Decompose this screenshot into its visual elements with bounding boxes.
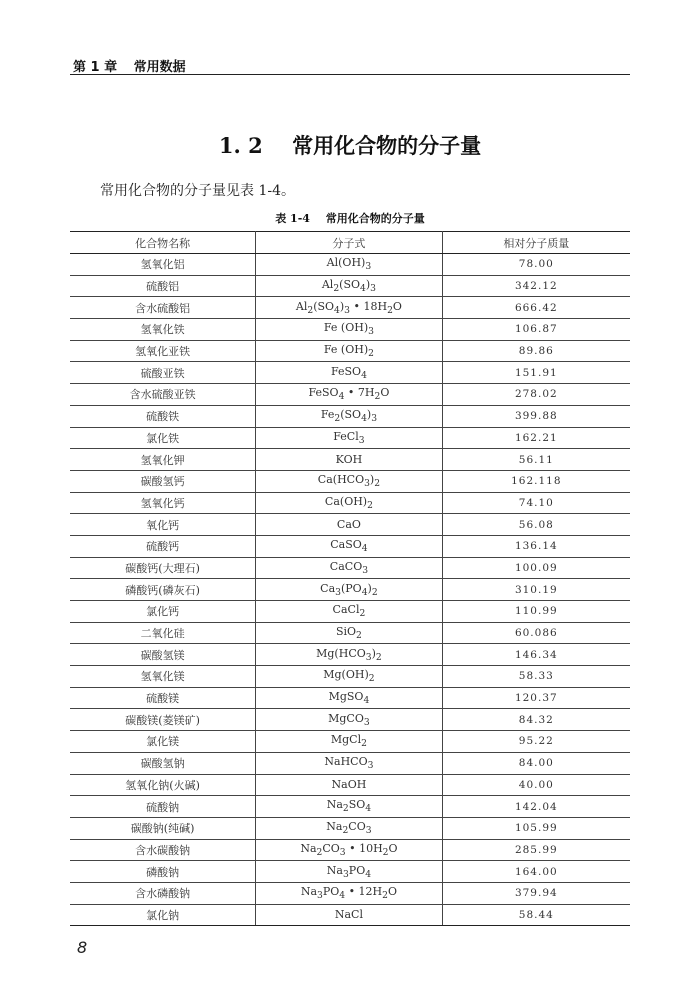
- formula-cell: CaSO$_4$: [256, 535, 442, 557]
- compound-name-cell: 碳酸氢钙: [70, 470, 256, 492]
- compound-name-cell: 硫酸亚铁: [70, 362, 256, 384]
- molecular-mass-cell: 151.91: [442, 362, 630, 384]
- section-title-text: 常用化合物的分子量: [292, 134, 482, 158]
- molecular-mass-cell: 74.10: [442, 492, 630, 514]
- molecular-mass-cell: 142.04: [442, 796, 630, 818]
- table-caption: [0, 210, 700, 226]
- formula-cell: Fe $(OH)_3$: [256, 319, 442, 341]
- molecular-mass-cell: 100.09: [442, 557, 630, 579]
- table-row: [70, 535, 630, 557]
- table-row: [70, 817, 630, 839]
- formula-cell: $Ca_3(PO_4)_2$: [256, 579, 442, 601]
- molecular-mass-cell: 95.22: [442, 731, 630, 753]
- molecular-mass-cell: 399.88: [442, 405, 630, 427]
- compound-name-cell: 氯化铁: [70, 427, 256, 449]
- molecular-mass-cell: 146.34: [442, 644, 630, 666]
- header-rule: [70, 74, 630, 75]
- table-caption-number: 表 1-4: [275, 212, 310, 225]
- formula-cell: $Al_2(SO_4)_3$: [256, 275, 442, 297]
- table-row: [70, 601, 630, 623]
- table-row: [70, 666, 630, 688]
- column-header-formula: 分子式: [256, 232, 442, 254]
- compound-name-cell: 磷酸钙(磷灰石): [70, 579, 256, 601]
- table-row: [70, 427, 630, 449]
- molecular-mass-cell: 120.37: [442, 687, 630, 709]
- table-row: [70, 796, 630, 818]
- compound-name-cell: 碳酸氢钠: [70, 752, 256, 774]
- formula-cell: FeSO$_4$: [256, 362, 442, 384]
- compound-name-cell: 磷酸钠: [70, 861, 256, 883]
- formula-cell: MgCl$_2$: [256, 731, 442, 753]
- table-body: [70, 254, 630, 926]
- compound-name-cell: 氧化钙: [70, 514, 256, 536]
- table-row: [70, 774, 630, 796]
- molecular-mass-cell: 379.94: [442, 882, 630, 904]
- molecular-weight-table: [70, 231, 630, 926]
- table-row: [70, 622, 630, 644]
- formula-cell: Fe $(OH)_2$: [256, 340, 442, 362]
- formula-cell: $Na_2SO_4$: [256, 796, 442, 818]
- formula-cell: NaCl: [256, 904, 442, 926]
- formula-cell: SiO$_2$: [256, 622, 442, 644]
- compound-name-cell: 氢氧化亚铁: [70, 340, 256, 362]
- formula-cell: CaCl$_2$: [256, 601, 442, 623]
- molecular-mass-cell: 58.33: [442, 666, 630, 688]
- table-row: [70, 687, 630, 709]
- table-row: [70, 644, 630, 666]
- formula-cell: MgSO$_4$: [256, 687, 442, 709]
- table-row: [70, 449, 630, 471]
- compound-name-cell: 含水硫酸亚铁: [70, 384, 256, 406]
- table-row: [70, 470, 630, 492]
- table-row: [70, 709, 630, 731]
- table-row: [70, 514, 630, 536]
- formula-cell: $Ca(HCO_3)_2$: [256, 470, 442, 492]
- compound-name-cell: 硫酸镁: [70, 687, 256, 709]
- molecular-mass-cell: 106.87: [442, 319, 630, 341]
- molecular-mass-cell: 164.00: [442, 861, 630, 883]
- molecular-mass-cell: 58.44: [442, 904, 630, 926]
- molecular-mass-cell: 110.99: [442, 601, 630, 623]
- molecular-mass-cell: 56.11: [442, 449, 630, 471]
- table-row: [70, 557, 630, 579]
- section-number: 1. 2: [218, 133, 263, 158]
- molecular-mass-cell: 56.08: [442, 514, 630, 536]
- table-row: [70, 297, 630, 319]
- compound-name-cell: 硫酸铝: [70, 275, 256, 297]
- formula-cell: $Ca(OH)_2$: [256, 492, 442, 514]
- table-row: [70, 254, 630, 276]
- formula-cell: MgCO$_3$: [256, 709, 442, 731]
- formula-cell: $Fe_2(SO_4)_3$: [256, 405, 442, 427]
- compound-name-cell: 含水硫酸铝: [70, 297, 256, 319]
- molecular-mass-cell: 285.99: [442, 839, 630, 861]
- compound-name-cell: 氯化钠: [70, 904, 256, 926]
- section-title: [0, 130, 700, 160]
- formula-cell: $Mg(HCO_3)_2$: [256, 644, 442, 666]
- compound-name-cell: 含水磷酸钠: [70, 882, 256, 904]
- table-row: [70, 340, 630, 362]
- formula-cell: NaOH: [256, 774, 442, 796]
- table-header-row: [70, 232, 630, 254]
- table-row: [70, 904, 630, 926]
- page-number: 8: [77, 938, 88, 957]
- table-row: [70, 731, 630, 753]
- table-row: [70, 362, 630, 384]
- chapter-label: 第 1 章: [73, 60, 118, 75]
- compound-name-cell: 含水碳酸钠: [70, 839, 256, 861]
- table-row: [70, 275, 630, 297]
- molecular-mass-cell: 310.19: [442, 579, 630, 601]
- compound-name-cell: 氢氧化钾: [70, 449, 256, 471]
- formula-cell: $Na_2CO_3$: [256, 817, 442, 839]
- compound-name-cell: 碳酸钙(大理石): [70, 557, 256, 579]
- table-row: [70, 882, 630, 904]
- formula-cell: $Na_3PO_4$ • $12H_2O$: [256, 882, 442, 904]
- molecular-mass-cell: 40.00: [442, 774, 630, 796]
- formula-cell: $Al(OH)_3$: [256, 254, 442, 276]
- table-row: [70, 579, 630, 601]
- molecular-mass-cell: 84.32: [442, 709, 630, 731]
- molecular-mass-cell: 105.99: [442, 817, 630, 839]
- formula-cell: CaO: [256, 514, 442, 536]
- table-row: [70, 839, 630, 861]
- table-row: [70, 861, 630, 883]
- table-row: [70, 319, 630, 341]
- compound-name-cell: 氢氧化镁: [70, 666, 256, 688]
- molecular-mass-cell: 60.086: [442, 622, 630, 644]
- molecular-mass-cell: 89.86: [442, 340, 630, 362]
- compound-name-cell: 硫酸钙: [70, 535, 256, 557]
- table-row: [70, 492, 630, 514]
- compound-name-cell: 硫酸钠: [70, 796, 256, 818]
- molecular-mass-cell: 84.00: [442, 752, 630, 774]
- molecular-mass-cell: 78.00: [442, 254, 630, 276]
- molecular-mass-cell: 162.21: [442, 427, 630, 449]
- table-row: [70, 752, 630, 774]
- compound-name-cell: 氢氧化铝: [70, 254, 256, 276]
- compound-name-cell: 氢氧化钠(火碱): [70, 774, 256, 796]
- formula-cell: NaHCO$_3$: [256, 752, 442, 774]
- compound-name-cell: 氢氧化铁: [70, 319, 256, 341]
- running-head: [73, 56, 198, 75]
- table-row: [70, 384, 630, 406]
- molecular-mass-cell: 136.14: [442, 535, 630, 557]
- formula-cell: FeCl$_3$: [256, 427, 442, 449]
- column-header-name: 化合物名称: [70, 232, 256, 254]
- formula-cell: $Mg(OH)_2$: [256, 666, 442, 688]
- chapter-title: 常用数据: [133, 60, 186, 75]
- formula-cell: $Na_3PO_4$: [256, 861, 442, 883]
- formula-cell: FeSO$_4$ • $7H_2O$: [256, 384, 442, 406]
- compound-name-cell: 氢氧化钙: [70, 492, 256, 514]
- compound-name-cell: 二氧化硅: [70, 622, 256, 644]
- molecular-mass-cell: 278.02: [442, 384, 630, 406]
- compound-name-cell: 碳酸氢镁: [70, 644, 256, 666]
- formula-cell: $Al_2(SO_4)_3$ • $18H_2O$: [256, 297, 442, 319]
- compound-name-cell: 氯化钙: [70, 601, 256, 623]
- intro-paragraph: 常用化合物的分子量见表 1-4。: [100, 183, 295, 199]
- molecular-mass-cell: 162.118: [442, 470, 630, 492]
- compound-name-cell: 氯化镁: [70, 731, 256, 753]
- molecular-mass-cell: 342.12: [442, 275, 630, 297]
- table-caption-title: 常用化合物的分子量: [325, 212, 425, 225]
- formula-cell: $Na_2CO_3$ • $10H_2O$: [256, 839, 442, 861]
- table-row: [70, 405, 630, 427]
- compound-name-cell: 硫酸铁: [70, 405, 256, 427]
- formula-cell: KOH: [256, 449, 442, 471]
- compound-name-cell: 碳酸镁(菱镁矿): [70, 709, 256, 731]
- formula-cell: CaCO$_3$: [256, 557, 442, 579]
- molecular-mass-cell: 666.42: [442, 297, 630, 319]
- compound-name-cell: 碳酸钠(纯碱): [70, 817, 256, 839]
- column-header-mass: 相对分子质量: [442, 232, 630, 254]
